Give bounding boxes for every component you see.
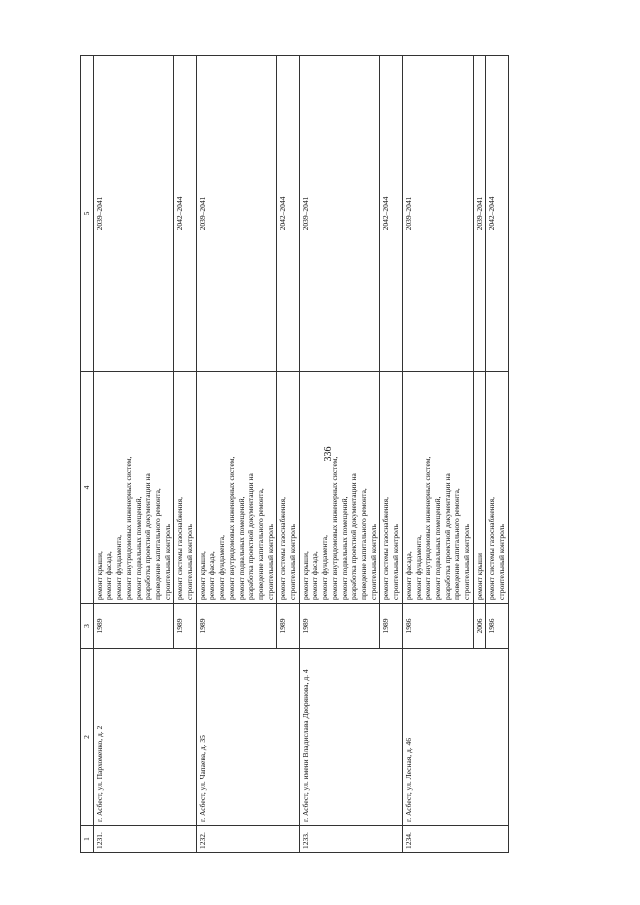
work-item: ремонт подвальных помещений, (339, 496, 349, 600)
works-cell (380, 372, 402, 604)
work-item: строительный контроль (265, 524, 275, 600)
work-item: ремонт системы газоснабжения, (175, 496, 185, 600)
work-item: строительный контроль (288, 524, 298, 600)
column-header: 2 (81, 649, 94, 826)
planned-period-cell: 2039–2041 (473, 56, 486, 372)
table-row (402, 56, 473, 853)
work-item: ремонт внутридомовых инженерных систем, (329, 456, 339, 600)
column-header: 5 (81, 56, 94, 372)
work-item: ремонт фасада, (310, 551, 320, 600)
row-number: 1232. (196, 826, 299, 853)
work-item: разработка проектной документации на (349, 473, 359, 600)
work-item: строительный контроль (497, 524, 507, 600)
work-item: ремонт крыши (474, 553, 484, 600)
address-cell: г. Асбест, ул. Пархоменко, д. 2 (93, 649, 196, 826)
address-cell: г. Асбест, ул. Чапаева, д. 35 (196, 649, 299, 826)
works-cell (473, 372, 486, 604)
commission-year-cell: 2006 (473, 604, 486, 649)
work-item: разработка проектной документации на (442, 473, 452, 600)
work-item: строительный контроль (368, 524, 378, 600)
commission-year-cell: 1989 (93, 604, 174, 649)
work-item: ремонт фундамента, (320, 535, 330, 600)
work-item: строительный контроль (162, 524, 172, 600)
commission-year-cell: 1989 (277, 604, 299, 649)
works-cell (174, 372, 196, 604)
work-item: разработка проектной документации на (143, 473, 153, 600)
work-item: ремонт крыши, (197, 551, 207, 600)
address-cell: г. Асбест, ул. Лесная, д. 46 (402, 649, 508, 826)
work-item: ремонт фундамента, (114, 535, 124, 600)
planned-period-cell: 2042–2044 (380, 56, 402, 372)
table-row (299, 56, 380, 853)
table-row (93, 56, 174, 853)
work-item: ремонт фасада, (207, 551, 217, 600)
work-item: строительный контроль (391, 524, 401, 600)
work-item: проведение капитального ремонта, (152, 488, 162, 600)
commission-year-cell: 1986 (486, 604, 508, 649)
work-item: ремонт внутридомовых инженерных систем, (123, 456, 133, 600)
works-cell (486, 372, 508, 604)
address-cell: г. Асбест, ул. имени Владислава Дворянова, д. 4 (299, 649, 402, 826)
work-item: ремонт внутридомовых инженерных систем, (226, 456, 236, 600)
work-item: ремонт фасада, (403, 551, 413, 600)
work-item: ремонт фасада, (104, 551, 114, 600)
commission-year-cell: 1989 (299, 604, 380, 649)
planned-period-cell: 2039–2041 (299, 56, 380, 372)
header-row (81, 56, 94, 853)
work-item: ремонт системы газоснабжения, (278, 496, 288, 600)
works-cell (196, 372, 277, 604)
commission-year-cell: 1986 (402, 604, 473, 649)
table-row (196, 56, 277, 853)
work-item: ремонт крыши, (300, 551, 310, 600)
works-cell (93, 372, 174, 604)
planned-period-cell: 2042–2044 (277, 56, 299, 372)
work-item: ремонт фундамента, (217, 535, 227, 600)
planned-period-cell: 2042–2044 (174, 56, 196, 372)
planned-period-cell: 2039–2041 (93, 56, 174, 372)
planned-period-cell: 2042–2044 (486, 56, 508, 372)
work-item: разработка проектной документации на (246, 473, 256, 600)
row-number: 1231. (93, 826, 196, 853)
work-item: проведение капитального ремонта, (452, 488, 462, 600)
work-item: ремонт системы газоснабжения, (487, 496, 497, 600)
works-cell (402, 372, 473, 604)
works-cell (277, 372, 299, 604)
planned-period-cell: 2039–2041 (402, 56, 473, 372)
work-item: проведение капитального ремонта, (255, 488, 265, 600)
commission-year-cell: 1989 (380, 604, 402, 649)
row-number: 1233. (299, 826, 402, 853)
work-item: проведение капитального ремонта, (358, 488, 368, 600)
page-number: 336 (323, 446, 334, 462)
work-item: ремонт подвальных помещений, (236, 496, 246, 600)
planned-period-cell: 2039–2041 (196, 56, 277, 372)
work-item: ремонт фундамента, (413, 535, 423, 600)
work-item: ремонт подвальных помещений, (432, 496, 442, 600)
column-header: 1 (81, 826, 94, 853)
work-item: ремонт подвальных помещений, (133, 496, 143, 600)
work-item: строительный контроль (462, 524, 472, 600)
work-item: ремонт системы газоснабжения, (381, 496, 391, 600)
column-header: 3 (81, 604, 94, 649)
work-item: ремонт внутридомовых инженерных систем, (423, 456, 433, 600)
row-number: 1234. (402, 826, 508, 853)
column-header: 4 (81, 372, 94, 604)
repair-schedule-table (80, 55, 509, 853)
commission-year-cell: 1989 (196, 604, 277, 649)
commission-year-cell: 1989 (174, 604, 196, 649)
work-item: строительный контроль (185, 524, 195, 600)
works-cell (299, 372, 380, 604)
work-item: ремонт крыши, (94, 551, 104, 600)
